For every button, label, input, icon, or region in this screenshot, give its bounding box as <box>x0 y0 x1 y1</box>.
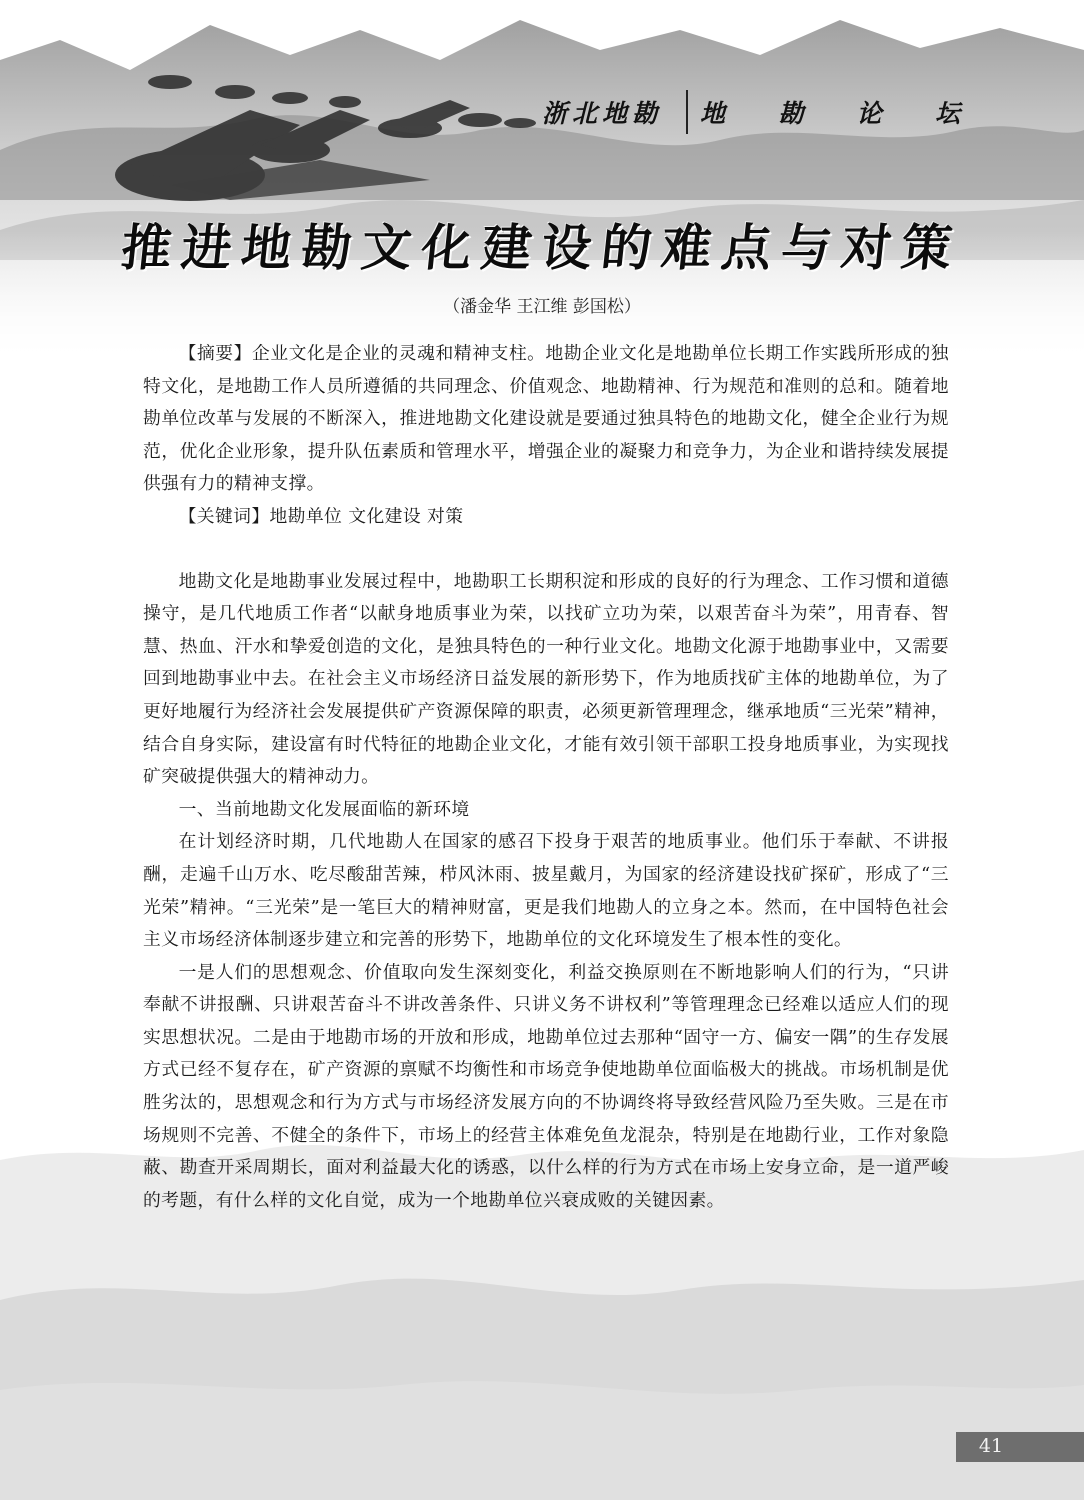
magazine-name: 浙北地勘 <box>542 99 663 128</box>
header-divider <box>686 90 688 134</box>
article-authors: （潘金华 王江维 彭国松） <box>443 297 641 317</box>
section-char: 论 <box>856 99 882 128</box>
page-number: 41 <box>978 1435 1004 1457</box>
body-paragraph: 地勘文化是地勘事业发展过程中，地勘职工长期积淀和形成的良好的行为理念、工作习惯和道德操守，是几代地质工作者“以献身地质事业为荣，以找矿立功为荣，以艰苦奋斗为荣”，用青春、智慧、热血、汗水和挚爱创造的文化，是独具特色的一种行业文化。地勘文化源于地勘事业中，又需要回到地勘事业中去。在社会主义市场经济日益发展的新形势下，作为地质找矿主体的地勘单位，为了更好地履行为经济社会发展提供矿产资源保障的职责，必须更新管理理念，继承地质“三光荣”精神，结合自身实际，建设富有时代特征的地勘企业文化，才能有效引领干部职工投身地质事业，为实现找矿突破提供强大的精神动力。 <box>143 570 949 788</box>
body-paragraph: 一是人们的思想观念、价值取向发生深刻变化，利益交换原则在不断地影响人们的行为，“只讲奉献不讲报酬、只讲艰苦奋斗不讲改善条件、只讲义务不讲权利”等管理理念已经难以适应人们的现实思想状况。二是由于地勘市场的开放和形成，地勘单位过去那种“固守一方、偏安一隅”的生存发展方式已经不复存在，矿产资源的禀赋不均衡性和市场竞争使地勘单位面临极大的挑战。市场机制是优胜劣汰的，思想观念和行为方式与市场经济发展方向的不协调终将导致经营风险乃至失败。三是在市场规则不完善、不健全的条件下，市场上的经营主体难免鱼龙混杂，特别是在地勘行业，工作对象隐蔽、勘查开采周期长，面对利益最大化的诱惑，以什么样的行为方式在市场上安身立命，是一道严峻的考题，有什么样的文化自觉，成为一个地勘单位兴衰成败的关键因素。 <box>143 961 950 1211</box>
body-paragraph: 在计划经济时期，几代地勘人在国家的感召下投身于艰苦的地质事业。他们乐于奉献、不讲报酬，走遍千山万水、吃尽酸甜苦辣，栉风沐雨、披星戴月，为国家的经济建设找矿探矿，形成了“三光荣”精神。“三光荣”是一笔巨大的精神财富，更是我们地勘人的立身之本。然而，在中国特色社会主义市场经济体制逐步建立和完善的形势下，地勘单位的文化环境发生了根本性的变化。 <box>143 831 949 951</box>
article-title: 推进地勘文化建设的难点与对策 <box>118 219 965 277</box>
article-body <box>143 338 949 1217</box>
section-name <box>700 94 960 130</box>
column-header <box>530 82 970 138</box>
keywords-line: 【关键词】地勘单位 文化建设 对策 <box>178 505 464 527</box>
section-char: 勘 <box>778 99 804 128</box>
section-char: 坛 <box>934 99 960 128</box>
abstract-paragraph: 【摘要】企业文化是企业的灵魂和精神支柱。地勘企业文化是地勘单位长期工作实践所形成的独特文化，是地勘工作人员所遵循的共同理念、价值观念、地勘精神、行为规范和准则的总和。随着地勘单位改革与发展的不断深入，推进地勘文化建设就是要通过独具特色的地勘文化，健全企业行为规范，优化企业形象，提升队伍素质和管理水平，增强企业的凝聚力和竞争力，为企业和谐持续发展提供强有力的精神支撑。 <box>143 343 949 495</box>
section-heading: 一、当前地勘文化发展面临的新环境 <box>178 798 470 820</box>
section-char: 地 <box>700 99 726 128</box>
page-number-tab <box>956 1432 1084 1462</box>
